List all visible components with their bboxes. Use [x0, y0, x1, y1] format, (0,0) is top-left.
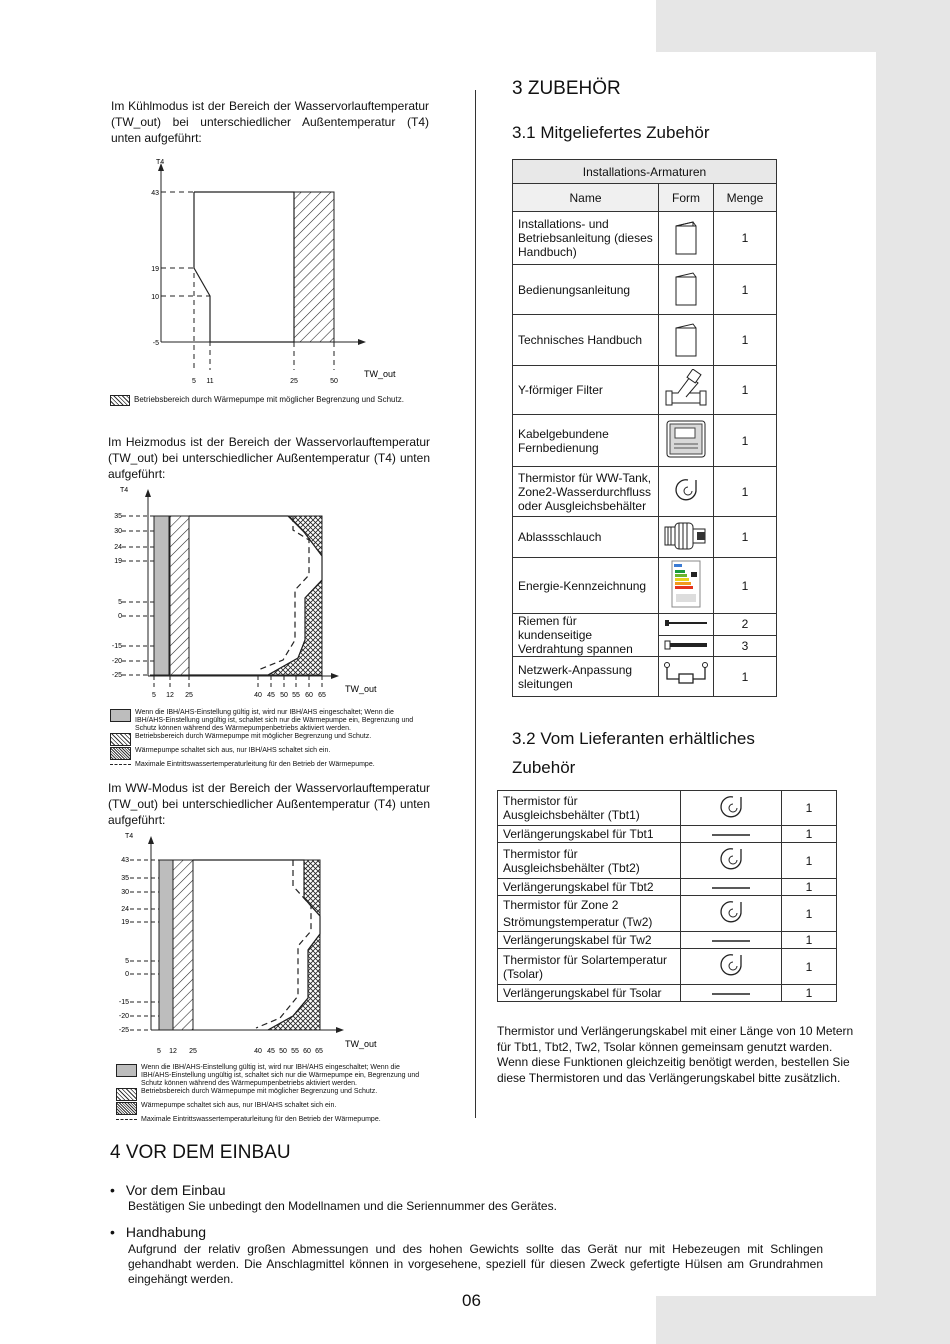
item-qty: 1	[714, 657, 777, 697]
x-tick: 25	[185, 692, 193, 699]
optional-accessories-table	[497, 790, 837, 1002]
x-tick: 40	[254, 1048, 262, 1054]
y-axis-label: T4	[156, 159, 165, 166]
item-qty: 1	[782, 843, 837, 879]
y-axis-label: T4	[120, 487, 129, 494]
dhw-intro: Im WW-Modus ist der Bereich der Wasservorlauftemperatur (TW_out) bei unterschiedlicher Außentemperatur (T4) unten aufgeführt:	[108, 781, 430, 827]
cooling-legend	[110, 395, 430, 406]
item-name: Verlängerungskabel für Tbt2	[498, 879, 681, 896]
legend-hatch-text: Betriebsbereich durch Wärmepumpe mit möglicher Begrenzung und Schutz.	[134, 395, 404, 404]
thermistor-icon	[711, 845, 751, 873]
item-qty: 1	[714, 212, 777, 265]
y-tick: -15	[118, 999, 129, 1006]
table-row	[498, 879, 837, 896]
heating-legend	[110, 709, 430, 771]
bullet-title: Handhabung	[125, 1224, 207, 1240]
item-name: Verlängerungskabel für Tsolar	[498, 985, 681, 1002]
dhw-legend	[116, 1064, 430, 1126]
section-title-supplied: 3.1 Mitgeliefertes Zubehör	[512, 123, 710, 142]
item-qty: 1	[782, 879, 837, 896]
legend-grey-text: Wenn die IBH/AHS-Einstellung gültig ist, wird nur IBH/AHS eingeschaltet; Wenn die IBH/AHS-Einstellung ungültig ist, schaltet sich nur die Wärmepumpe ein, Begrenzung und Schutz können während des Wärmepumpenbetriebs aktiviert werden.	[141, 1064, 420, 1087]
item-qty: 1	[782, 791, 837, 826]
bullet-before-install: • Vor dem Einbau	[110, 1182, 226, 1198]
y-tick: 24	[114, 544, 122, 551]
drain-hose-icon	[663, 519, 709, 553]
item-name: Ablassschlauch	[513, 517, 659, 558]
table-row	[513, 415, 777, 467]
heating-range-chart	[108, 480, 398, 700]
item-name: Bedienungsanleitung	[513, 265, 659, 315]
y-filter-icon	[664, 369, 708, 409]
table-row	[498, 826, 837, 843]
item-qty: 1	[782, 985, 837, 1002]
x-tick: 45	[267, 692, 275, 699]
cable-line-icon	[708, 991, 754, 997]
cable-tie-icon	[663, 640, 709, 650]
legend-hatch-text: Betriebsbereich durch Wärmepumpe mit möglicher Begrenzung und Schutz.	[135, 733, 372, 740]
item-qty: 1	[714, 467, 777, 517]
cooling-range-chart	[140, 155, 410, 387]
energy-label-icon	[671, 560, 701, 608]
y-tick: 0	[125, 971, 129, 978]
legend-cross-text: Wärmepumpe schaltet sich aus, nur IBH/AHS schaltet sich ein.	[135, 747, 331, 754]
x-tick: 25	[290, 378, 298, 385]
item-qty: 1	[782, 949, 837, 985]
bullet-text: Aufgrund der relativ großen Abmessungen und des hohen Gewichts sollte das Gerät nur mit Hebezeugen mit Schlingen gehandhabt werden. Die Anschlagmittel können in vorgesehene, speziell für diesen Zweck gefertigte Hülsen am Grundrahmen eingehängt werden.	[128, 1242, 823, 1286]
item-qty: 1	[714, 366, 777, 415]
table-row	[513, 467, 777, 517]
item-name: Technisches Handbuch	[513, 315, 659, 366]
manual-icon	[673, 217, 699, 257]
y-tick: 19	[151, 266, 159, 273]
x-tick: 50	[279, 1048, 287, 1054]
y-tick: 24	[121, 906, 129, 913]
x-tick: 12	[166, 692, 174, 699]
table-row	[498, 791, 837, 826]
item-name: Installations- und Betriebsanleitung (dieses Handbuch)	[513, 212, 659, 265]
section-title-optional-line2: Zubehör	[512, 758, 576, 777]
item-name: Thermistor für Zone 2 Strömungstemperatur (Tw2)	[498, 896, 681, 932]
item-name: Riemen für kundenseitige Verdrahtung spannen	[513, 614, 659, 657]
table-row	[513, 558, 777, 614]
section-title-accessories: 3 ZUBEHÖR	[512, 78, 621, 99]
x-axis-label: TW_out	[364, 369, 396, 379]
table-row	[498, 949, 837, 985]
y-tick: -5	[152, 340, 159, 347]
section-title-before-install: 4 VOR DEM EINBAU	[110, 1142, 291, 1163]
table-row	[513, 315, 777, 366]
page-margin-band	[876, 52, 950, 1296]
item-qty: 3	[714, 635, 777, 657]
x-tick: 5	[157, 1048, 161, 1054]
item-qty: 1	[782, 826, 837, 843]
y-tick: -20	[111, 658, 122, 665]
x-tick: 5	[152, 692, 156, 699]
supplied-accessories-table	[512, 159, 777, 697]
manual-icon	[673, 268, 699, 308]
x-tick: 65	[315, 1048, 323, 1054]
y-tick: 30	[121, 889, 129, 896]
x-tick: 45	[267, 1048, 275, 1054]
y-tick: -25	[118, 1027, 129, 1034]
table-row	[513, 366, 777, 415]
y-tick: 10	[151, 294, 159, 301]
network-cable-icon	[663, 661, 709, 689]
x-tick: 50	[330, 378, 338, 385]
page-number: 06	[462, 1291, 481, 1310]
table-row	[498, 896, 837, 932]
item-name: Netzwerk-Anpassung sleitungen	[513, 657, 659, 697]
cable-line-icon	[708, 885, 754, 891]
item-qty: 2	[714, 614, 777, 636]
y-axis-label: T4	[125, 833, 134, 840]
table-title: Installations-Armaturen	[513, 160, 777, 184]
y-tick: 43	[151, 190, 159, 197]
table-row	[513, 517, 777, 558]
x-tick: 50	[280, 692, 288, 699]
optional-note: Thermistor und Verlängerungskabel mit einer Länge von 10 Metern für Tbt1, Tbt2, Tw2, Tsolar können gemeinsam genutzt warden. Wenn diese Funktionen gleichzeitig benötigt werden, bestellen Sie diese Thermistoren und das Verlängerungskabel bitte zusätzlich.	[497, 1024, 854, 1085]
legend-dash-text: Maximale Eintrittswassertemperaturleitung für den Betrieb der Wärmepumpe.	[141, 1116, 381, 1123]
cable-line-icon	[708, 832, 754, 838]
col-header-form: Form	[659, 184, 714, 212]
y-tick: 0	[118, 613, 122, 620]
table-row	[498, 985, 837, 1002]
table-row	[513, 614, 777, 636]
thermistor-icon	[666, 475, 706, 505]
page-corner-band	[656, 0, 950, 52]
table-row	[498, 932, 837, 949]
x-tick: 55	[291, 1048, 299, 1054]
manual-icon	[673, 319, 699, 359]
thermistor-icon	[711, 951, 751, 979]
y-tick: 19	[114, 558, 122, 565]
y-tick: 19	[121, 919, 129, 926]
column-divider	[475, 90, 476, 1118]
section-title-optional	[512, 724, 755, 782]
y-tick: 5	[125, 958, 129, 965]
remote-control-icon	[666, 420, 706, 458]
page-corner-band-bottom	[656, 1296, 950, 1344]
item-qty: 1	[714, 315, 777, 366]
item-name: Thermistor für WW-Tank, Zone2-Wasserdurchfluss oder Ausgleichsbehälter	[513, 467, 659, 517]
item-name: Kabelgebundene Fernbedienung	[513, 415, 659, 467]
item-name: Verlängerungskabel für Tw2	[498, 932, 681, 949]
table-row	[498, 843, 837, 879]
y-tick: 43	[121, 857, 129, 864]
y-tick: 30	[114, 528, 122, 535]
x-tick: 12	[169, 1048, 177, 1054]
legend-cross-text: Wärmepumpe schaltet sich aus, nur IBH/AHS schaltet sich ein.	[141, 1102, 337, 1109]
x-tick: 5	[192, 378, 196, 385]
item-qty: 1	[714, 517, 777, 558]
x-axis-label: TW_out	[345, 684, 377, 694]
section-title-optional-line1: 3.2 Vom Lieferanten erhältliches	[512, 729, 755, 748]
x-tick: 11	[206, 378, 214, 385]
item-name: Thermistor für Ausgleichsbehälter (Tbt2)	[498, 843, 681, 879]
heating-intro: Im Heizmodus ist der Bereich der Wasservorlauftemperatur (TW_out) bei unterschiedlicher Außentemperatur (T4) unten aufgeführt:	[108, 435, 430, 481]
x-tick: 65	[318, 692, 326, 699]
table-row	[513, 265, 777, 315]
y-tick: -15	[111, 643, 122, 650]
item-qty: 1	[714, 265, 777, 315]
table-row	[513, 657, 777, 697]
y-tick: 5	[118, 599, 122, 606]
item-qty: 1	[782, 932, 837, 949]
thermistor-icon	[711, 898, 751, 926]
cooling-intro: Im Kühlmodus ist der Bereich der Wasservorlauftemperatur (TW_out) bei unterschiedlicher Außentemperatur (T4) unten aufgeführt:	[111, 99, 429, 145]
bullet-handling: • Handhabung	[110, 1224, 207, 1240]
y-tick: -20	[118, 1013, 129, 1020]
x-tick: 55	[292, 692, 300, 699]
x-tick: 40	[254, 692, 262, 699]
x-tick: 25	[189, 1048, 197, 1054]
item-name: Energie-Kennzeichnung	[513, 558, 659, 614]
table-row	[513, 212, 777, 265]
item-qty: 1	[782, 896, 837, 932]
item-name: Thermistor für Ausgleichsbehälter (Tbt1)	[498, 791, 681, 826]
x-axis-label: TW_out	[345, 1039, 377, 1049]
x-tick: 60	[303, 1048, 311, 1054]
col-header-name: Name	[513, 184, 659, 212]
legend-grey-text: Wenn die IBH/AHS-Einstellung gültig ist, wird nur IBH/AHS eingeschaltet; Wenn die IBH/AHS-Einstellung ungültig ist, schaltet sich nur die Wärmepumpe ein, Begrenzung und Schutz können während des Wärmepumpenbetriebs aktiviert werden.	[135, 709, 414, 732]
col-header-qty: Menge	[714, 184, 777, 212]
item-qty: 1	[714, 415, 777, 467]
item-name: Y-förmiger Filter	[513, 366, 659, 415]
y-tick: 35	[121, 875, 129, 882]
legend-dash-text: Maximale Eintrittswassertemperaturleitung für den Betrieb der Wärmepumpe.	[135, 761, 375, 768]
bullet-title: Vor dem Einbau	[125, 1182, 226, 1198]
item-name: Verlängerungskabel für Tbt1	[498, 826, 681, 843]
cable-tie-icon	[663, 618, 709, 628]
y-tick: 35	[114, 513, 122, 520]
dhw-range-chart	[108, 826, 398, 1054]
legend-hatch-text: Betriebsbereich durch Wärmepumpe mit möglicher Begrenzung und Schutz.	[141, 1088, 378, 1095]
thermistor-icon	[711, 793, 751, 821]
bullet-text: Bestätigen Sie unbedingt den Modellnamen und die Seriennummer des Gerätes.	[128, 1199, 557, 1213]
cable-line-icon	[708, 938, 754, 944]
y-tick: -25	[111, 672, 122, 679]
item-qty: 1	[714, 558, 777, 614]
item-name: Thermistor für Solartemperatur (Tsolar)	[498, 949, 681, 985]
x-tick: 60	[305, 692, 313, 699]
